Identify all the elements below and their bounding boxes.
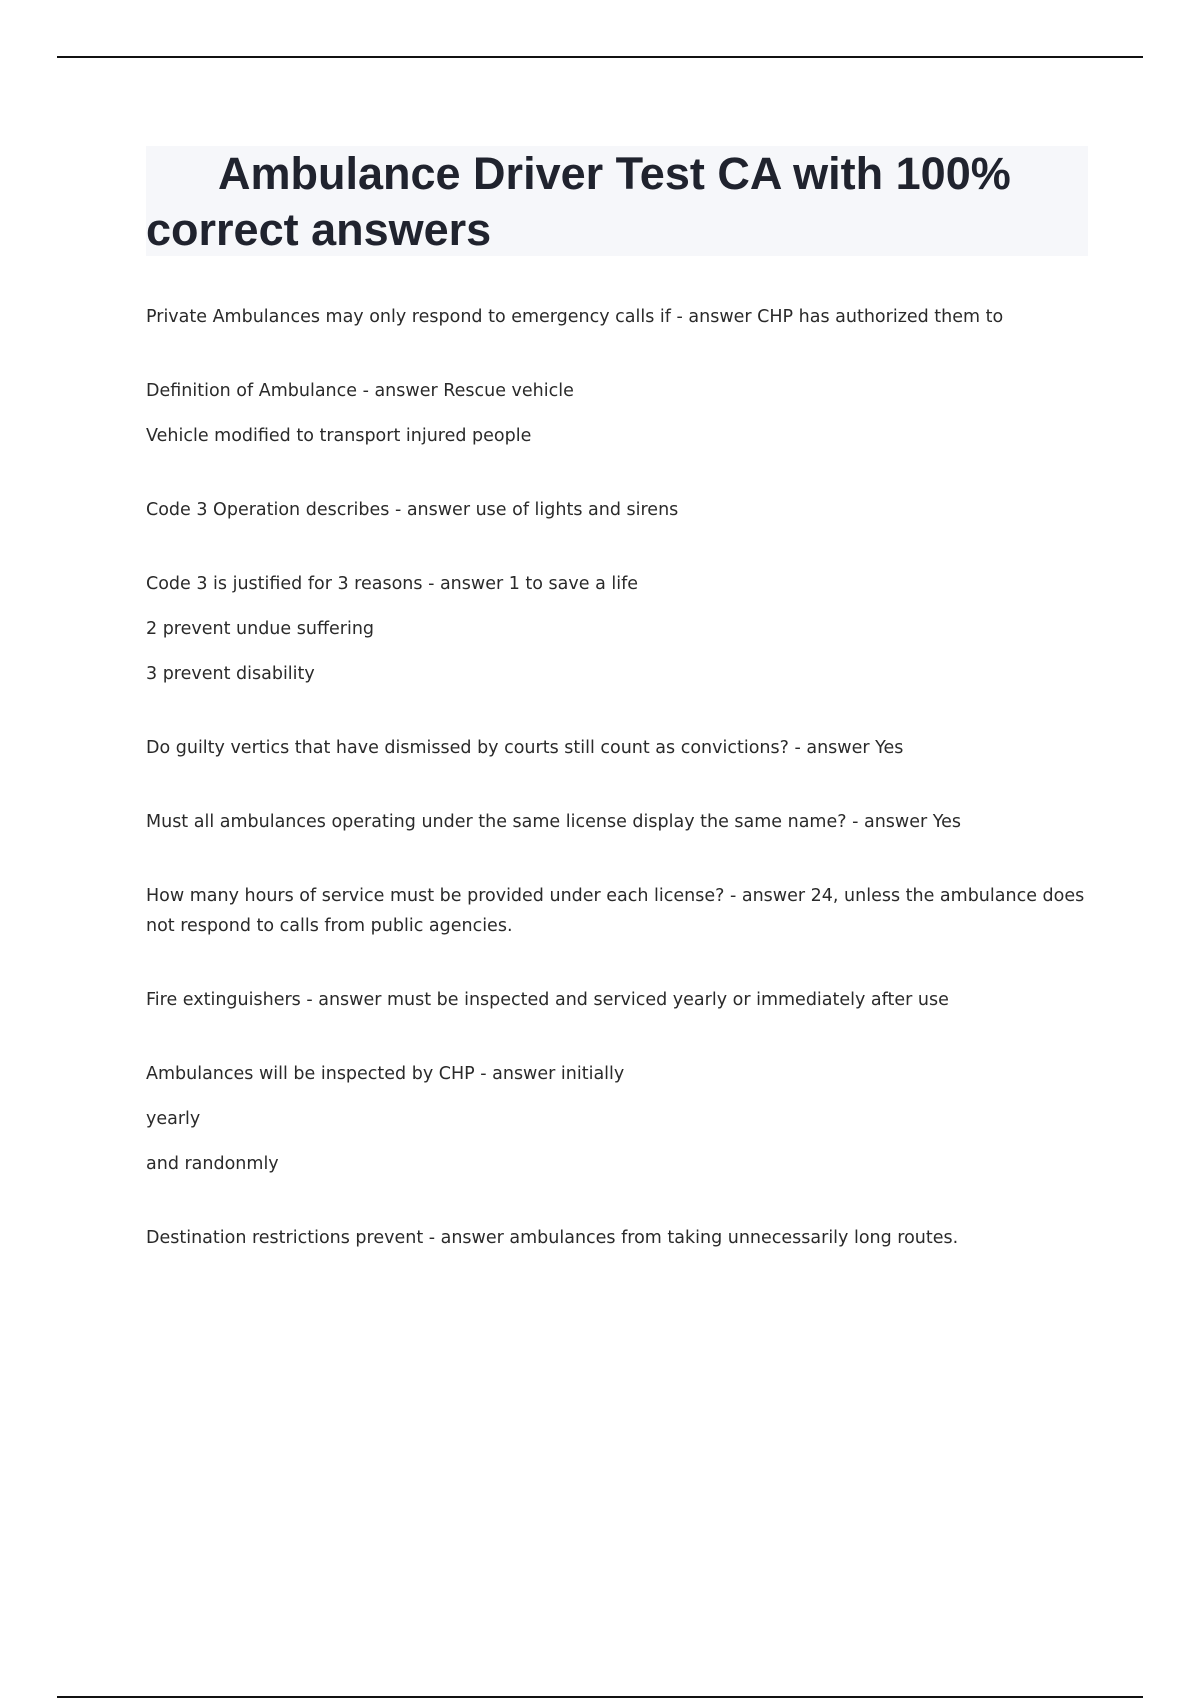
top-rule [57,56,1143,58]
qa-line: Definition of Ambulance - answer Rescue vehicle [146,381,574,401]
qa-line: Destination restrictions prevent - answer ambulances from taking unnecessarily long routes. [146,1228,959,1248]
qa-line: 2 prevent undue suffering [146,619,375,639]
qa-line: Private Ambulances may only respond to emergency calls if - answer CHP has authorized them to [146,307,1004,327]
qa-line: yearly [146,1109,201,1129]
qa-item [146,881,1086,941]
qa-line: 3 prevent disability [146,664,315,684]
qa-line: Fire extinguishers - answer must be inspected and serviced yearly or immediately after use [146,990,949,1010]
qa-item [146,733,1086,763]
document-title: Ambulance Driver Test CA with 100% correct answers [146,148,1011,255]
qa-item [146,1059,1086,1179]
qa-line: Code 3 is justified for 3 reasons - answer 1 to save a life [146,574,639,594]
qa-line: and randonmly [146,1154,279,1174]
qa-item [146,302,1086,332]
title-banner [146,146,1088,256]
qa-line: How many hours of service must be provided under each license? - answer 24, unless the ambulance does not respond to calls from public agencies. [146,886,1085,936]
bottom-rule [57,1696,1143,1698]
qa-item [146,807,1086,837]
qa-item [146,376,1086,451]
qa-list [146,302,1086,1297]
qa-line: Vehicle modified to transport injured people [146,426,532,446]
qa-line: Must all ambulances operating under the same license display the same name? - answer Yes [146,812,961,832]
qa-line: Code 3 Operation describes - answer use of lights and sirens [146,500,679,520]
qa-line: Do guilty vertics that have dismissed by courts still count as convictions? - answer Yes [146,738,904,758]
qa-item [146,1223,1086,1253]
qa-line: Ambulances will be inspected by CHP - answer initially [146,1064,625,1084]
qa-item [146,569,1086,689]
qa-item [146,495,1086,525]
qa-item [146,985,1086,1015]
